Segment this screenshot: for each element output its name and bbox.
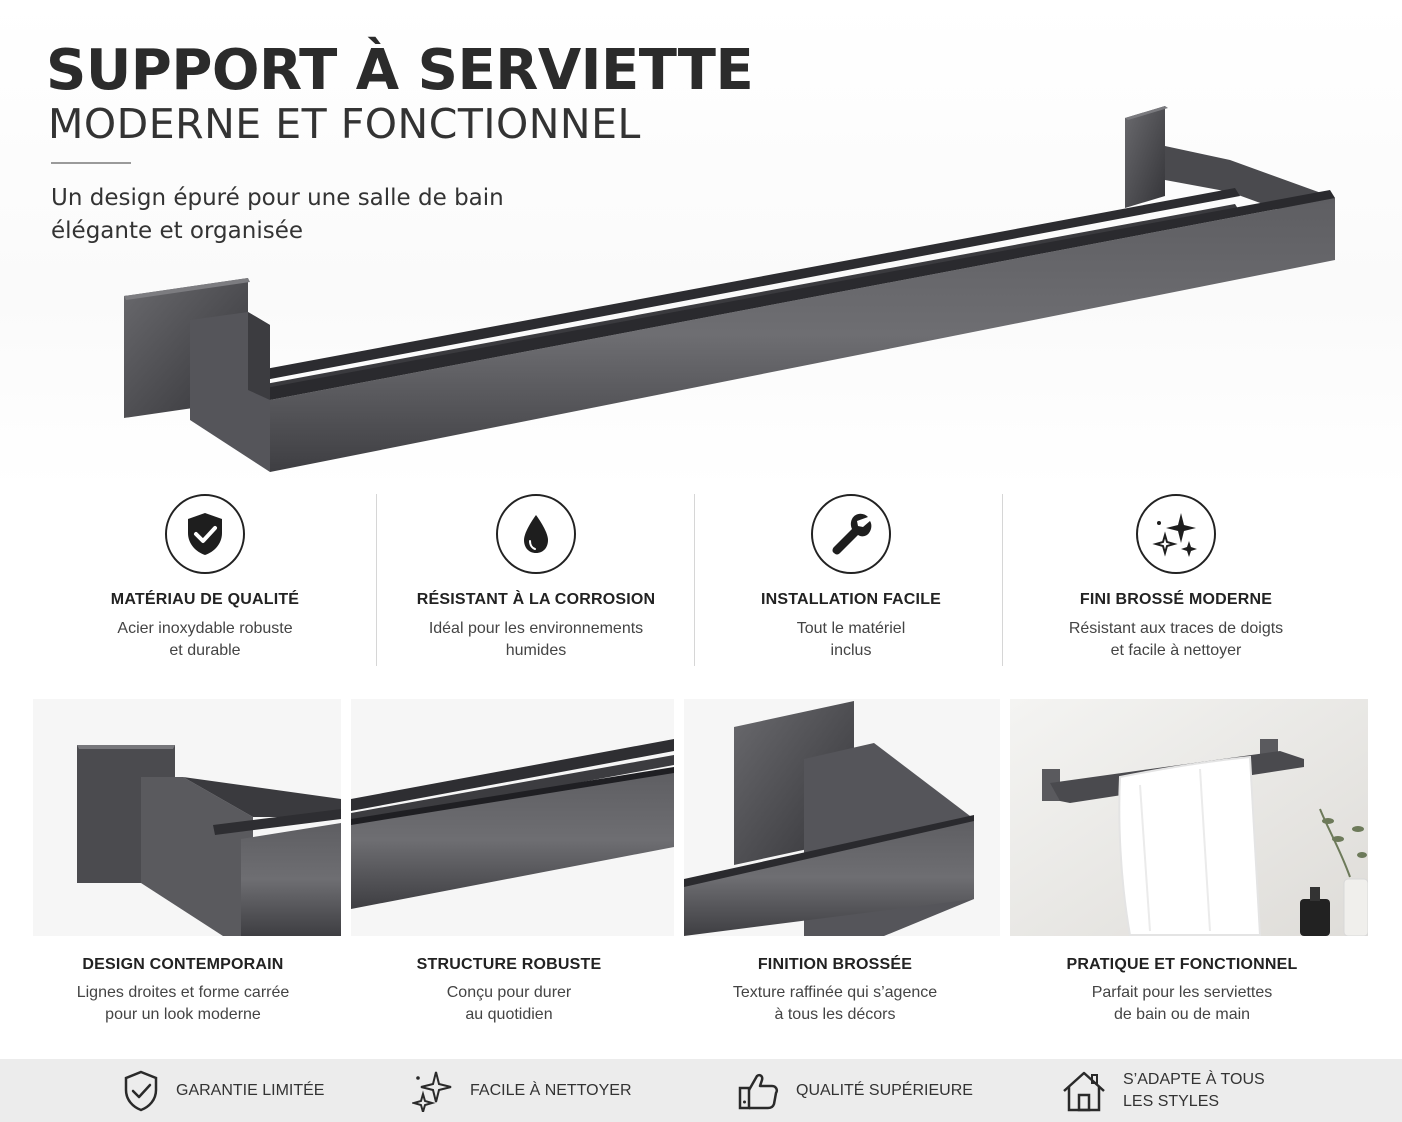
benefits-footer (0, 1059, 1402, 1122)
feature-description (50, 618, 360, 662)
footer-label: FACILE À NETTOYER (470, 1081, 632, 1099)
feature-corrosion-resistant (381, 490, 691, 662)
caption-line: à tous les décors (774, 1006, 896, 1023)
footer-label: GARANTIE LIMITÉE (176, 1081, 325, 1099)
gallery-caption (1032, 956, 1332, 1026)
gallery-image-bracket-closeup (33, 699, 341, 936)
footer-label (1123, 1069, 1265, 1113)
tagline (51, 182, 531, 248)
footer-item-all-styles (1061, 1059, 1265, 1122)
title-divider (51, 162, 131, 164)
feature-description (381, 618, 691, 662)
gallery-caption-description (1032, 982, 1332, 1026)
feature-brushed-finish (1021, 490, 1331, 662)
caption-line: pour un look moderne (105, 1006, 261, 1023)
feature-easy-install (696, 490, 1006, 662)
caption-line: Texture raffinée qui s’agence (732, 984, 938, 1001)
caption-line: Conçu pour durer (446, 984, 572, 1001)
caption-line: de bain ou de main (1113, 1006, 1251, 1023)
shield-check-icon (165, 494, 245, 574)
caption-line: Lignes droites et forme carrée (76, 984, 290, 1001)
wrench-icon (811, 494, 891, 574)
feature-divider (376, 494, 377, 666)
gallery-caption-title: FINITION BROSSÉE (757, 956, 913, 973)
footer-label-line: S’ADAPTE À TOUS (1123, 1070, 1265, 1088)
gallery-image-brushed-finish (684, 699, 1000, 936)
gallery-image-bar-structure (351, 699, 674, 936)
footer-item-warranty (122, 1059, 324, 1122)
gallery-caption-title: STRUCTURE ROBUSTE (416, 956, 602, 973)
features-row (50, 490, 1352, 670)
caption-line: au quotidien (465, 1006, 553, 1023)
tagline-line-2: élégante et organisée (51, 218, 303, 244)
feature-title: RÉSISTANT À LA CORROSION (416, 591, 656, 608)
house-icon (1061, 1069, 1107, 1113)
caption-line: Parfait pour les serviettes (1091, 984, 1273, 1001)
tagline-line-1: Un design épuré pour une salle de bain (51, 185, 504, 211)
gallery-caption-description (33, 982, 333, 1026)
gallery-caption-title: DESIGN CONTEMPORAIN (82, 956, 284, 973)
feature-desc-line: et facile à nettoyer (1110, 642, 1242, 659)
sparkles-outline-icon (412, 1070, 454, 1112)
gallery-caption-title: PRATIQUE ET FONCTIONNEL (1066, 956, 1298, 973)
feature-desc-line: Résistant aux traces de doigts (1068, 620, 1284, 637)
page-title: SUPPORT À SERVIETTE (46, 38, 754, 103)
feature-quality-material (50, 490, 360, 662)
page-subtitle: MODERNE ET FONCTIONNEL (48, 100, 641, 148)
feature-description (1021, 618, 1331, 662)
feature-desc-line: Idéal pour les environnements (428, 620, 644, 637)
feature-desc-line: inclus (830, 642, 872, 659)
towel-bar-product-image (100, 100, 1360, 490)
gallery-caption-description (685, 982, 985, 1026)
feature-title: INSTALLATION FACILE (760, 591, 942, 608)
gallery-caption (685, 956, 985, 1026)
feature-desc-line: humides (505, 642, 567, 659)
footer-label-line: LES STYLES (1123, 1092, 1220, 1110)
feature-desc-line: Tout le matériel (796, 620, 906, 637)
feature-divider (694, 494, 695, 666)
water-drop-icon (496, 494, 576, 574)
feature-desc-line: et durable (169, 642, 241, 659)
sparkles-icon (1136, 494, 1216, 574)
footer-label: QUALITÉ SUPÉRIEURE (796, 1081, 973, 1099)
footer-item-easy-clean (412, 1059, 632, 1122)
feature-title: MATÉRIAU DE QUALITÉ (110, 591, 300, 608)
feature-description (696, 618, 1006, 662)
gallery-image-in-use (1010, 699, 1368, 936)
feature-divider (1002, 494, 1003, 666)
feature-title: FINI BROSSÉ MODERNE (1079, 591, 1273, 608)
gallery-caption (359, 956, 659, 1026)
footer-item-quality (738, 1059, 973, 1122)
hero-section (0, 0, 1402, 490)
thumbs-up-icon (738, 1070, 780, 1112)
gallery-caption-description (359, 982, 659, 1026)
gallery-caption (33, 956, 333, 1026)
feature-desc-line: Acier inoxydable robuste (117, 620, 293, 637)
shield-check-outline-icon (122, 1070, 160, 1112)
